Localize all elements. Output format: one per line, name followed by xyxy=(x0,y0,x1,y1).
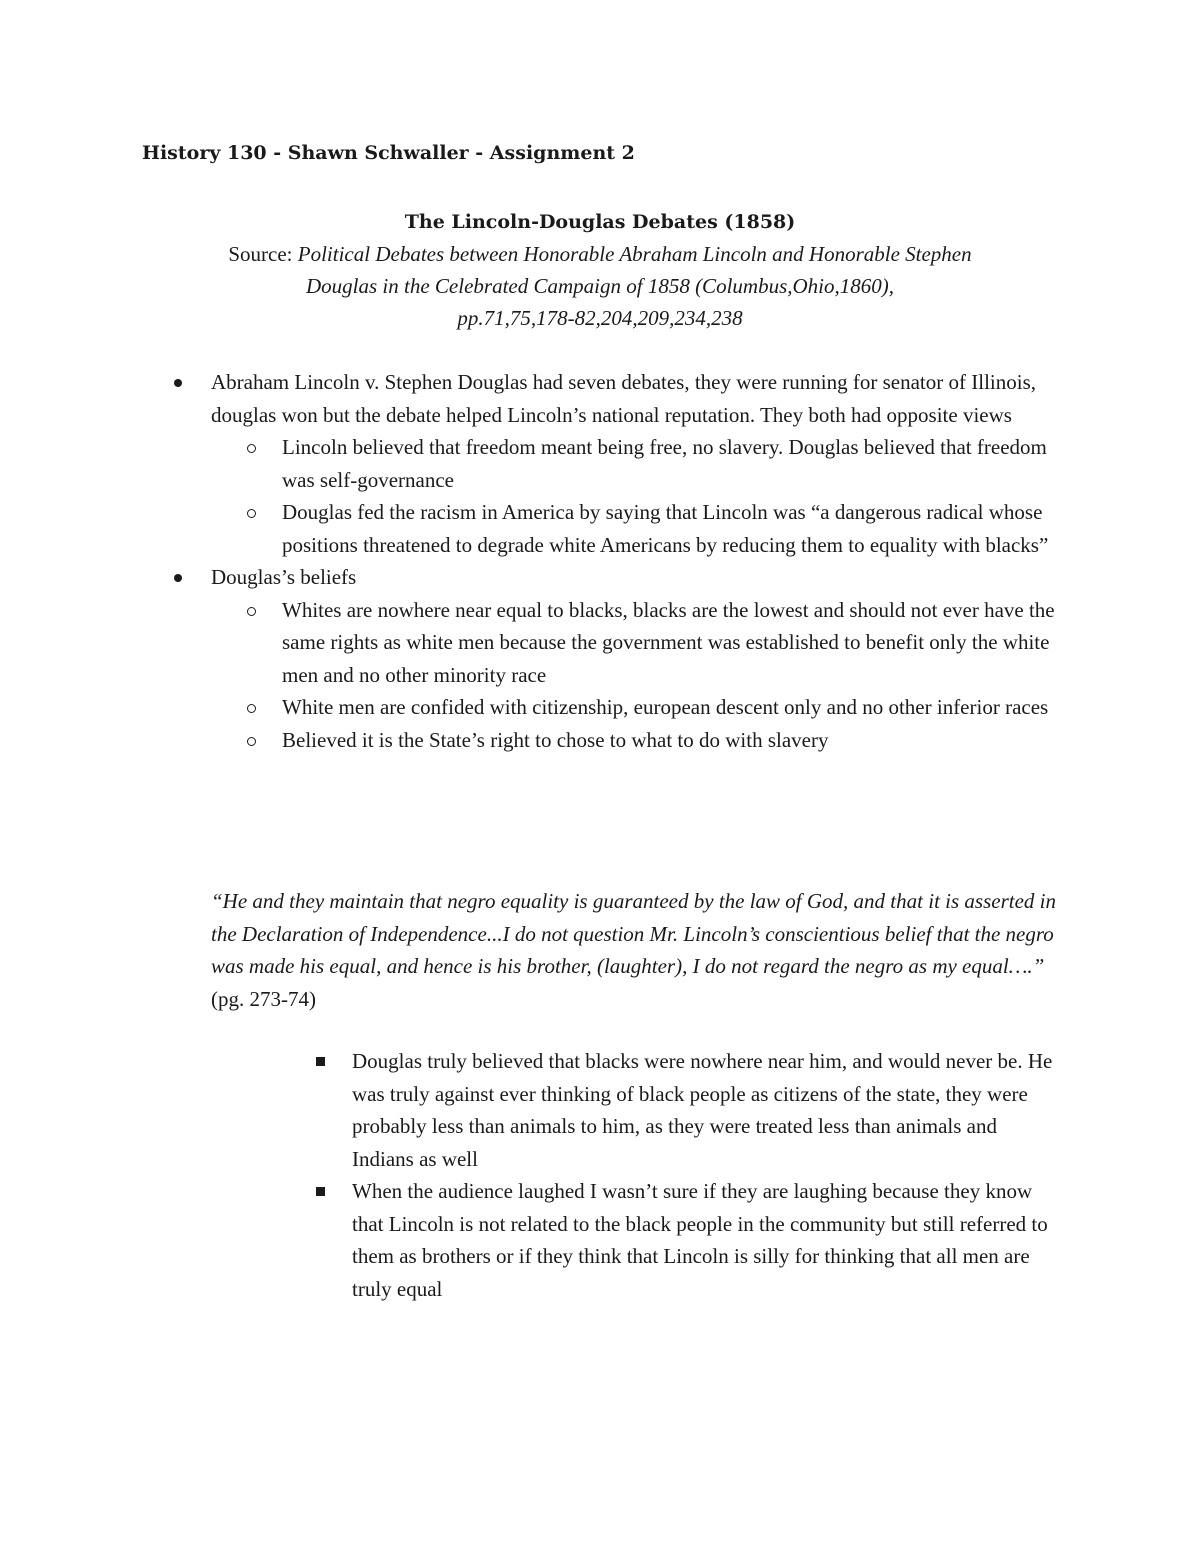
square-bullet-icon xyxy=(316,1187,325,1196)
outline-subitem-text: Whites are nowhere near equal to blacks, blacks are the lowest and should not ever have the same rights as white men because the government was established to benefit only the white men and no other minority race xyxy=(282,597,1055,687)
filled-circle-bullet-icon xyxy=(174,574,182,582)
outline-item-text: Abraham Lincoln v. Stephen Douglas had seven debates, they were running for senator of Illinois, douglas won but the debate helped Lincoln’s national reputation. They both had opposite views xyxy=(211,370,1036,427)
source-citation-3: pp.71,75,178-82,204,209,234,238 xyxy=(457,306,743,330)
outline-subitem xyxy=(282,496,1062,561)
outline-item xyxy=(211,561,1051,594)
quotation-text: “He and they maintain that negro equality is guaranteed by the law of God, and that it is asserted in the Declaration of Independence...I do not question Mr. Lincoln’s conscientious belief that the negro was made his equal, and hence is his brother, (laughter), I do not regard the negro as my equal….” xyxy=(211,889,1056,978)
source-citation-1: Political Debates between Honorable Abraham Lincoln and Honorable Stephen xyxy=(297,242,972,266)
analysis-list xyxy=(0,1045,1200,1305)
quotation-citation: (pg. 273-74) xyxy=(211,986,316,1011)
analysis-item-text: When the audience laughed I wasn’t sure if they are laughing because they know that Lincoln is not related to the black people in the community but still referred to them as brothers or if they think that Lincoln is silly for thinking that all men are truly equal xyxy=(352,1179,1048,1301)
outline-subitem xyxy=(282,431,1062,496)
source-label: Source: xyxy=(228,242,298,266)
hollow-circle-bullet-icon xyxy=(247,509,256,518)
title-block xyxy=(120,206,1080,334)
analysis-item xyxy=(352,1175,1062,1305)
outline-subitem xyxy=(282,594,1062,692)
outline-subitem xyxy=(282,691,1062,724)
analysis-item-text: Douglas truly believed that blacks were nowhere near him, and would never be. He was truly against ever thinking of black people as citizens of the state, they were probably less than animals to him, as they were treated less than animals and Indians as well xyxy=(352,1049,1053,1171)
outline-subitem-text: Douglas fed the racism in America by saying that Lincoln was “a dangerous radical whose positions threatened to degrade white Americans by reducing them to equality with blacks” xyxy=(282,500,1049,557)
hollow-circle-bullet-icon xyxy=(247,607,256,616)
hollow-circle-bullet-icon xyxy=(247,444,256,453)
outline-subitem-text: Believed it is the State’s right to chose to what to do with slavery xyxy=(282,727,829,752)
filled-circle-bullet-icon xyxy=(174,379,182,387)
quotation xyxy=(211,885,1071,1015)
hollow-circle-bullet-icon xyxy=(247,737,256,746)
outline-subitem-text: White men are confided with citizenship, european descent only and no other inferior races xyxy=(282,695,1049,719)
source-line-1 xyxy=(120,238,1080,270)
square-bullet-icon xyxy=(316,1057,325,1066)
outline-subitem-text: Lincoln believed that freedom meant being free, no slavery. Douglas believed that freedom was self-governance xyxy=(282,435,1047,492)
source-citation-2: Douglas in the Celebrated Campaign of 1858 (Columbus,Ohio,1860), xyxy=(306,274,894,298)
outline-item xyxy=(211,366,1051,431)
document-header: History 130 - Shawn Schwaller - Assignment 2 xyxy=(142,142,635,164)
outline-item-text: Douglas’s beliefs xyxy=(211,565,357,589)
document-title: The Lincoln-Douglas Debates (1858) xyxy=(404,211,796,233)
outline-subitem xyxy=(282,724,1062,757)
notes-outline xyxy=(0,366,1200,756)
hollow-circle-bullet-icon xyxy=(247,704,256,713)
analysis-item xyxy=(352,1045,1062,1175)
